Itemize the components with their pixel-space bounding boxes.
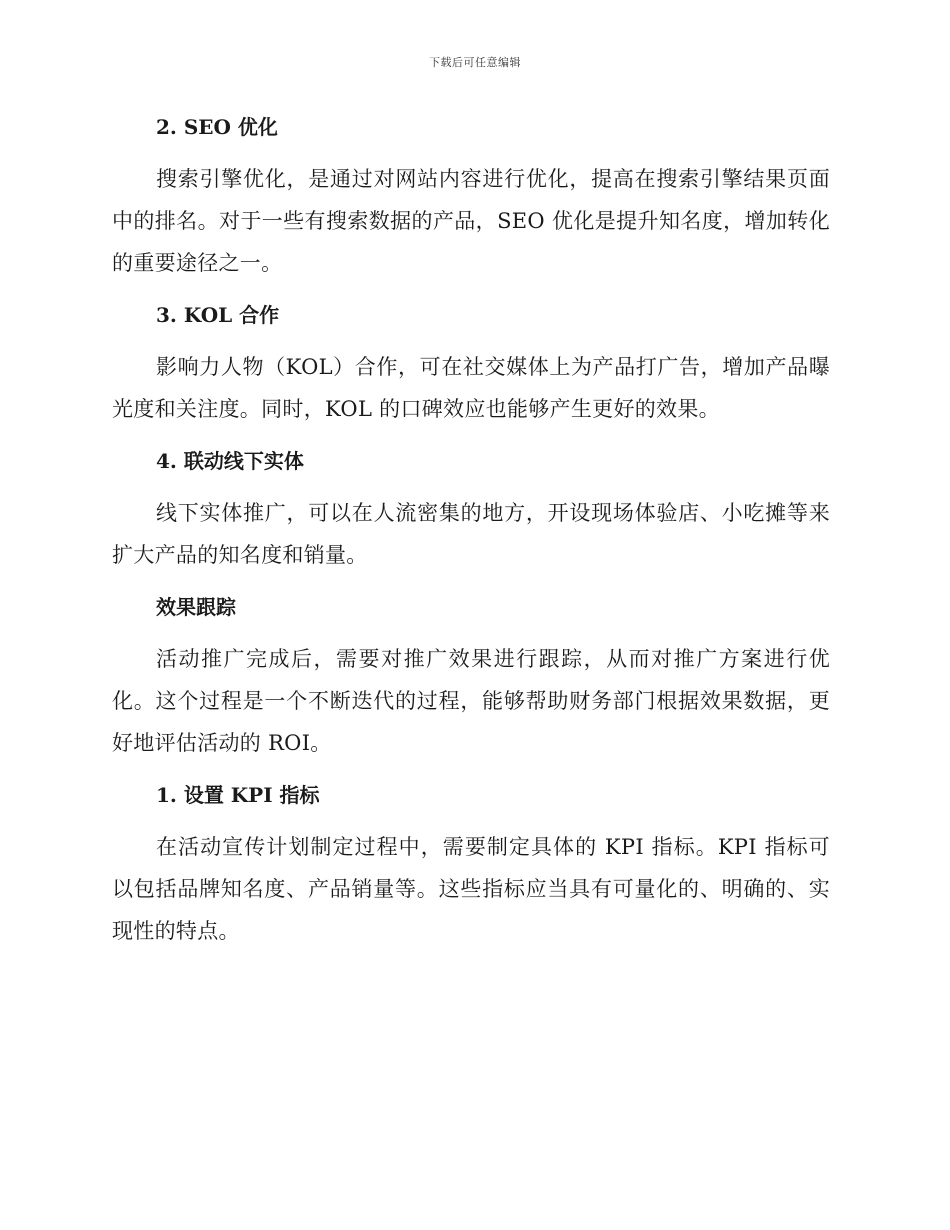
document-body	[112, 108, 830, 964]
paragraph-offline: 线下实体推广，可以在人流密集的地方，开设现场体验店、小吃摊等来扩大产品的知名度和销量。	[112, 501, 830, 567]
paragraph-seo: 搜索引擎优化，是通过对网站内容进行优化，提高在搜索引擎结果页面中的排名。对于一些有搜索数据的产品，SEO 优化是提升知名度，增加转化的重要途径之一。	[112, 167, 830, 275]
paragraph-kol: 影响力人物（KOL）合作，可在社交媒体上为产品打广告，增加产品曝光度和关注度。同时，KOL 的口碑效应也能够产生更好的效果。	[112, 355, 830, 421]
section-heading-seo: 2. SEO 优化	[156, 115, 278, 139]
page-header: 下载后可任意编辑	[429, 56, 521, 69]
section-heading-tracking: 效果跟踪	[156, 595, 236, 619]
section-heading-offline: 4. 联动线下实体	[156, 449, 304, 473]
section-heading-kpi: 1. 设置 KPI 指标	[156, 783, 320, 807]
paragraph-tracking: 活动推广完成后，需要对推广效果进行跟踪，从而对推广方案进行优化。这个过程是一个不断迭代的过程，能够帮助财务部门根据效果数据，更好地评估活动的 ROI。	[112, 647, 830, 755]
paragraph-kpi: 在活动宣传计划制定过程中，需要制定具体的 KPI 指标。KPI 指标可以包括品牌知名度、产品销量等。这些指标应当具有可量化的、明确的、实现性的特点。	[112, 835, 830, 943]
section-heading-kol: 3. KOL 合作	[156, 303, 280, 327]
